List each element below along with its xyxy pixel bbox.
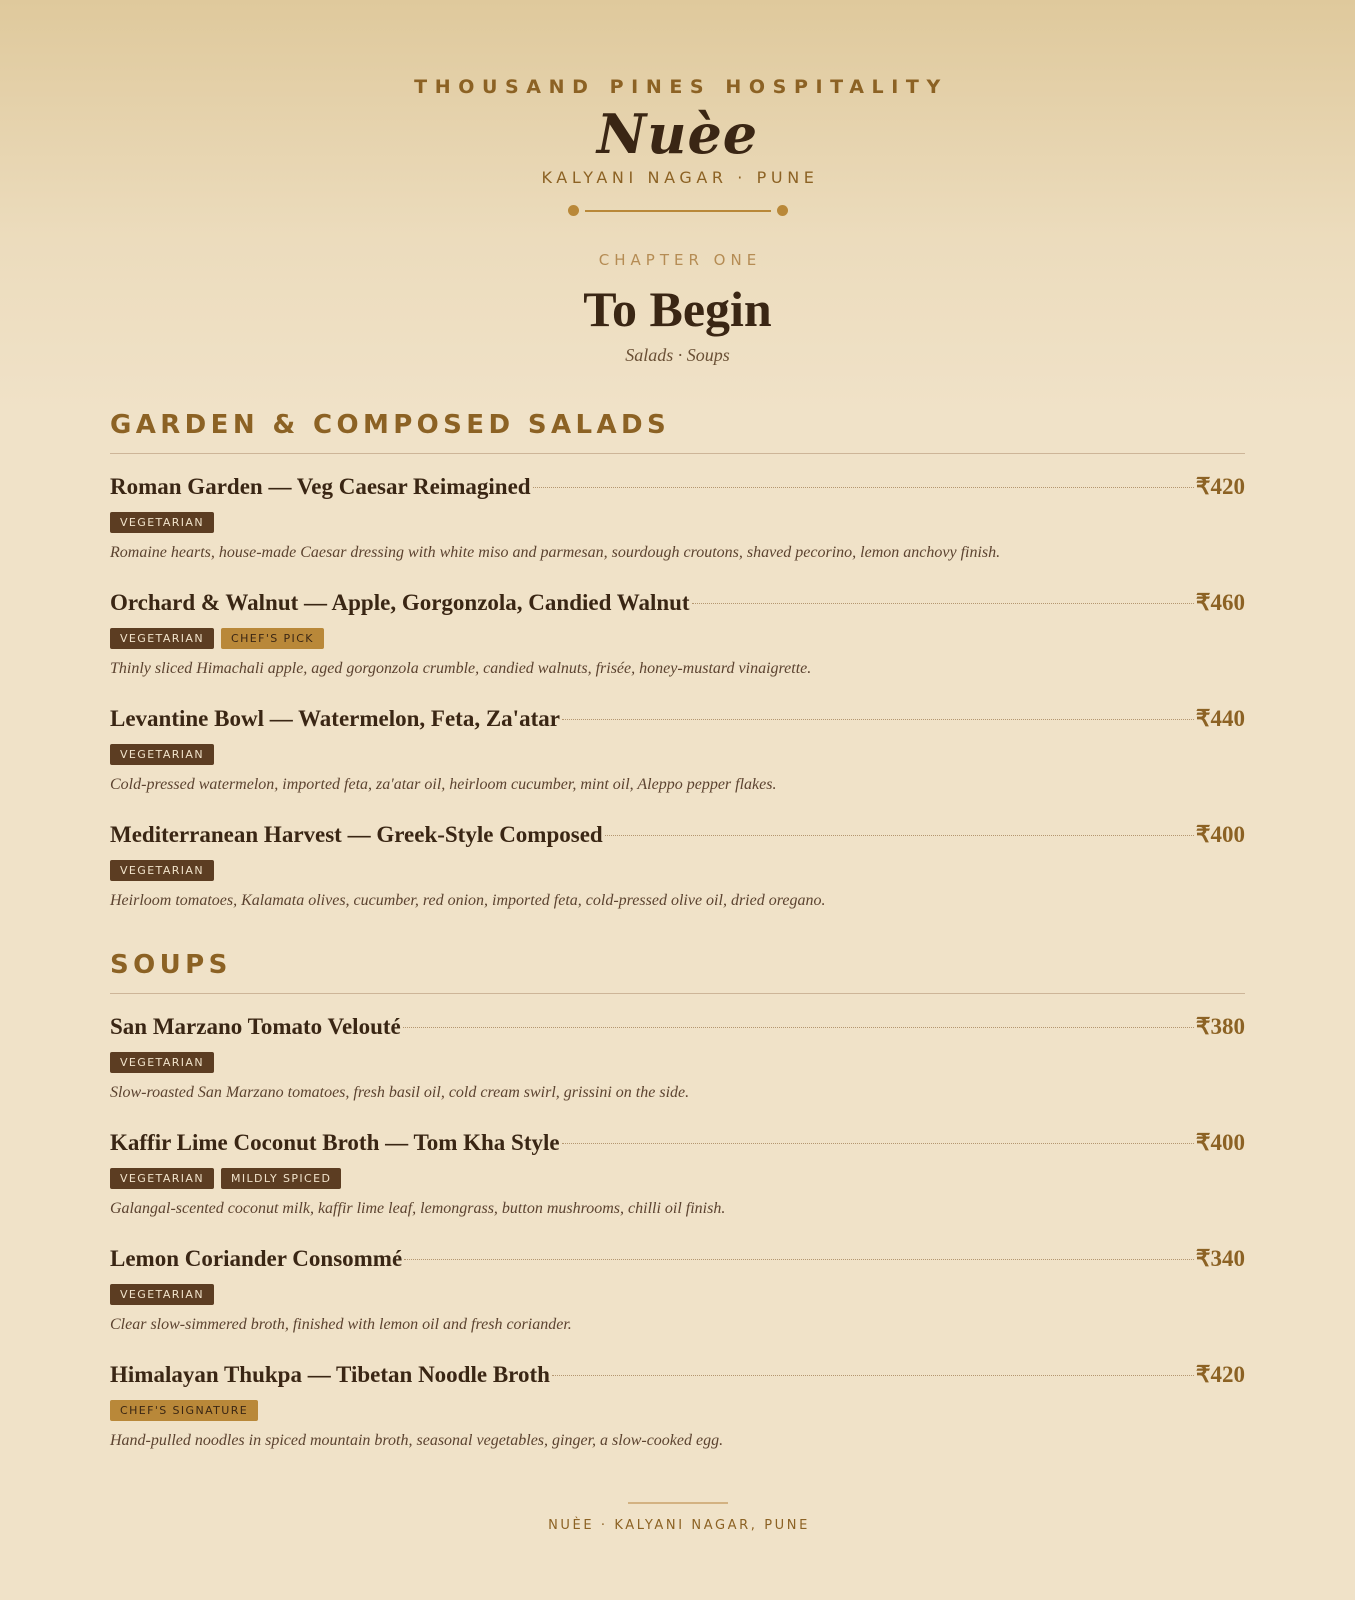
menu-item: [110, 590, 1245, 679]
item-tags: [110, 860, 1245, 881]
item-tags: [110, 744, 1245, 765]
chapter-subtitle: Salads · Soups: [625, 345, 730, 365]
item-tags: [110, 1168, 1245, 1189]
ornament-line: [585, 210, 771, 212]
item-price: ₹420: [1195, 1362, 1245, 1387]
item-tags: [110, 1052, 1245, 1073]
dot-leader: [552, 1375, 1194, 1376]
menu-item: [110, 1130, 1245, 1219]
item-tags: [110, 628, 1245, 649]
section-title: GARDEN & COMPOSED SALADS: [110, 410, 671, 440]
item-description: Thinly sliced Himachali apple, aged gorgonzola crumble, candied walnuts, frisée, honey-mustard vinaigrette.: [110, 660, 812, 677]
menu-footer: [0, 1502, 1355, 1533]
item-price: ₹380: [1195, 1014, 1245, 1039]
tag-vegetarian: VEGETARIAN: [110, 512, 214, 533]
item-name: Orchard & Walnut — Apple, Gorgonzola, Candied Walnut: [110, 590, 690, 615]
tag-mildly-spiced: MILDLY SPICED: [221, 1168, 341, 1189]
item-description: Clear slow-simmered broth, finished with lemon oil and fresh coriander.: [110, 1316, 572, 1333]
item-name: Roman Garden — Veg Caesar Reimagined: [110, 474, 531, 499]
dot-leader: [404, 1259, 1194, 1260]
item-tags: [110, 1284, 1245, 1305]
dot-leader: [533, 487, 1194, 488]
dot-leader: [562, 1143, 1194, 1144]
item-name: Kaffir Lime Coconut Broth — Tom Kha Style: [110, 1130, 560, 1155]
item-name: Himalayan Thukpa — Tibetan Noodle Broth: [110, 1362, 550, 1387]
section-title: SOUPS: [110, 950, 232, 980]
item-name: Levantine Bowl — Watermelon, Feta, Za'atar: [110, 706, 560, 731]
item-description: Slow-roasted San Marzano tomatoes, fresh basil oil, cold cream swirl, grissini on the side.: [110, 1084, 690, 1101]
item-price: ₹400: [1195, 822, 1245, 847]
divider-ornament: [568, 205, 788, 217]
section-rule: [110, 993, 1245, 994]
dot-leader: [605, 835, 1194, 836]
item-price: ₹440: [1195, 706, 1245, 731]
item-price: ₹460: [1195, 590, 1245, 615]
tag-chefs-pick: CHEF'S PICK: [221, 628, 324, 649]
item-description: Cold-pressed watermelon, imported feta, za'atar oil, heirloom cucumber, mint oil, Aleppo pepper flakes.: [110, 776, 777, 793]
restaurant-location: KALYANI NAGAR · PUNE: [541, 168, 819, 187]
section-salads: [110, 410, 1245, 911]
menu-item: [110, 474, 1245, 563]
tag-vegetarian: VEGETARIAN: [110, 628, 214, 649]
tag-vegetarian: VEGETARIAN: [110, 1052, 214, 1073]
chapter-eyebrow: CHAPTER ONE: [598, 251, 762, 269]
section-rule: [110, 453, 1245, 454]
menu-item: [110, 706, 1245, 795]
tag-vegetarian: VEGETARIAN: [110, 860, 214, 881]
item-tags: [110, 512, 1245, 533]
ornament-dot-right: [777, 205, 788, 216]
ornament-dot-left: [568, 205, 579, 216]
dot-leader: [692, 603, 1194, 604]
menu-item: [110, 822, 1245, 911]
section-soups: [110, 950, 1245, 1451]
item-name: Mediterranean Harvest — Greek-Style Composed: [110, 822, 603, 847]
item-price: ₹400: [1195, 1130, 1245, 1155]
item-price: ₹420: [1195, 474, 1245, 499]
item-description: Romaine hearts, house-made Caesar dressing with white miso and parmesan, sourdough croutons, shaved pecorino, lemon anchovy finish.: [110, 544, 1001, 561]
dot-leader: [562, 719, 1194, 720]
item-description: Galangal-scented coconut milk, kaffir lime leaf, lemongrass, button mushrooms, chilli oil finish.: [110, 1200, 726, 1217]
menu-item: [110, 1014, 1245, 1103]
tag-vegetarian: VEGETARIAN: [110, 1168, 214, 1189]
menu-header: [0, 0, 1355, 366]
item-name: Lemon Coriander Consommé: [110, 1246, 403, 1271]
tag-chefs-signature: CHEF'S SIGNATURE: [110, 1400, 258, 1421]
group-name: THOUSAND PINES HOSPITALITY: [414, 76, 948, 98]
dot-leader: [403, 1027, 1194, 1028]
item-description: Hand-pulled noodles in spiced mountain broth, seasonal vegetables, ginger, a slow-cooked egg.: [110, 1432, 724, 1449]
footer-text: NUÈE · KALYANI NAGAR, PUNE: [548, 1518, 810, 1533]
footer-rule: [628, 1502, 728, 1504]
item-price: ₹340: [1195, 1246, 1245, 1271]
restaurant-name: Nuèe: [596, 102, 759, 166]
tag-vegetarian: VEGETARIAN: [110, 744, 214, 765]
item-name: San Marzano Tomato Velouté: [110, 1014, 401, 1039]
item-description: Heirloom tomatoes, Kalamata olives, cucumber, red onion, imported feta, cold-pressed olive oil, dried oregano.: [110, 892, 826, 909]
menu-item: [110, 1246, 1245, 1335]
chapter-title: To Begin: [583, 281, 772, 337]
menu-item: [110, 1362, 1245, 1451]
item-tags: [110, 1400, 1245, 1421]
tag-vegetarian: VEGETARIAN: [110, 1284, 214, 1305]
